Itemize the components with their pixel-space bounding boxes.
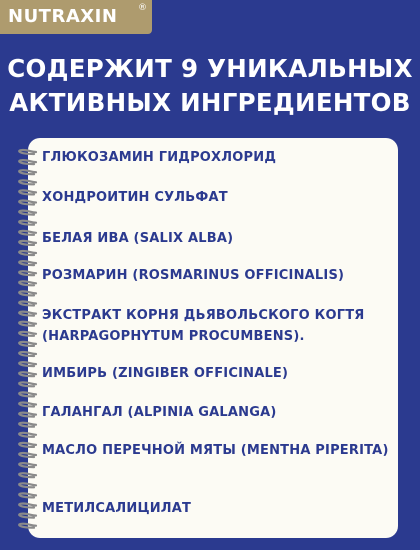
- spiral-ring: [19, 221, 36, 225]
- ingredient-item-2: ХОНДРОИТИН СУЛЬФАТ: [42, 190, 228, 205]
- headline: [0, 52, 420, 120]
- spiral-ring: [19, 342, 36, 346]
- spiral-ring: [19, 514, 36, 518]
- ingredient-item-4: РОЗМАРИН (ROSMARINUS OFFICINALIS): [42, 268, 345, 283]
- spiral-ring: [19, 382, 36, 386]
- ingredient-item-5: ЭКСТРАКТ КОРНЯ ДЬЯВОЛЬСКОГО КОГТЯ (HARPAGOPHYTUM PROCUMBENS).: [42, 308, 365, 344]
- spiral-ring: [19, 281, 36, 285]
- spiral-ring: [19, 160, 36, 164]
- spiral-ring: [19, 201, 36, 205]
- spiral-ring: [19, 241, 36, 245]
- spiral-ring: [19, 271, 36, 275]
- spiral-ring: [19, 443, 36, 447]
- spiral-ring: [19, 180, 36, 184]
- spiral-ring: [19, 291, 36, 295]
- spiral-ring: [19, 483, 36, 487]
- spiral-ring: [19, 433, 36, 437]
- ingredient-item-9: МЕТИЛСАЛИЦИЛАТ: [42, 501, 192, 516]
- spiral-ring: [19, 403, 36, 407]
- spiral-ring: [19, 362, 36, 366]
- ingredient-item-7: ГАЛАНГАЛ (ALPINIA GALANGA): [42, 405, 277, 420]
- spiral-ring: [19, 322, 36, 326]
- spiral-ring: [19, 392, 36, 396]
- spiral-ring: [19, 493, 36, 497]
- spiral-ring: [19, 170, 36, 174]
- spiral-ring: [19, 463, 36, 467]
- ingredient-item-6: ИМБИРЬ (ZINGIBER OFFICINALE): [42, 366, 289, 381]
- spiral-ring: [19, 332, 36, 336]
- spiral-ring: [19, 473, 36, 477]
- brand-logo: NUTRAXIN: [8, 6, 118, 27]
- spiral-ring: [19, 352, 36, 356]
- spiral-ring: [19, 453, 36, 457]
- spiral-ring: [19, 150, 36, 154]
- spiral-ring: [19, 261, 36, 265]
- spiral-ring: [19, 504, 36, 508]
- spiral-ring: [19, 251, 36, 255]
- headline-line-1: СОДЕРЖИТ 9 УНИКАЛЬНЫХ: [7, 54, 413, 83]
- ingredient-item-1: ГЛЮКОЗАМИН ГИДРОХЛОРИД: [42, 150, 277, 165]
- headline-line-2: АКТИВНЫХ ИНГРЕДИЕНТОВ: [9, 88, 411, 117]
- spiral-ring: [19, 413, 36, 417]
- ingredient-item-3: БЕЛАЯ ИВА (SALIX ALBA): [42, 231, 234, 246]
- ingredient-item-8: МАСЛО ПЕРЕЧНОЙ МЯТЫ (MENTHA PIPERITA): [42, 443, 389, 458]
- spiral-ring: [19, 312, 36, 316]
- brand-logo-tab: [0, 0, 152, 34]
- spiral-ring: [19, 211, 36, 215]
- spiral-ring: [19, 190, 36, 194]
- spiral-ring: [19, 524, 36, 528]
- spiral-ring: [19, 372, 36, 376]
- spiral-binding-icon: [14, 148, 38, 532]
- spiral-ring: [19, 302, 36, 306]
- registered-mark: ®: [138, 3, 147, 13]
- spiral-ring: [19, 231, 36, 235]
- spiral-ring: [19, 423, 36, 427]
